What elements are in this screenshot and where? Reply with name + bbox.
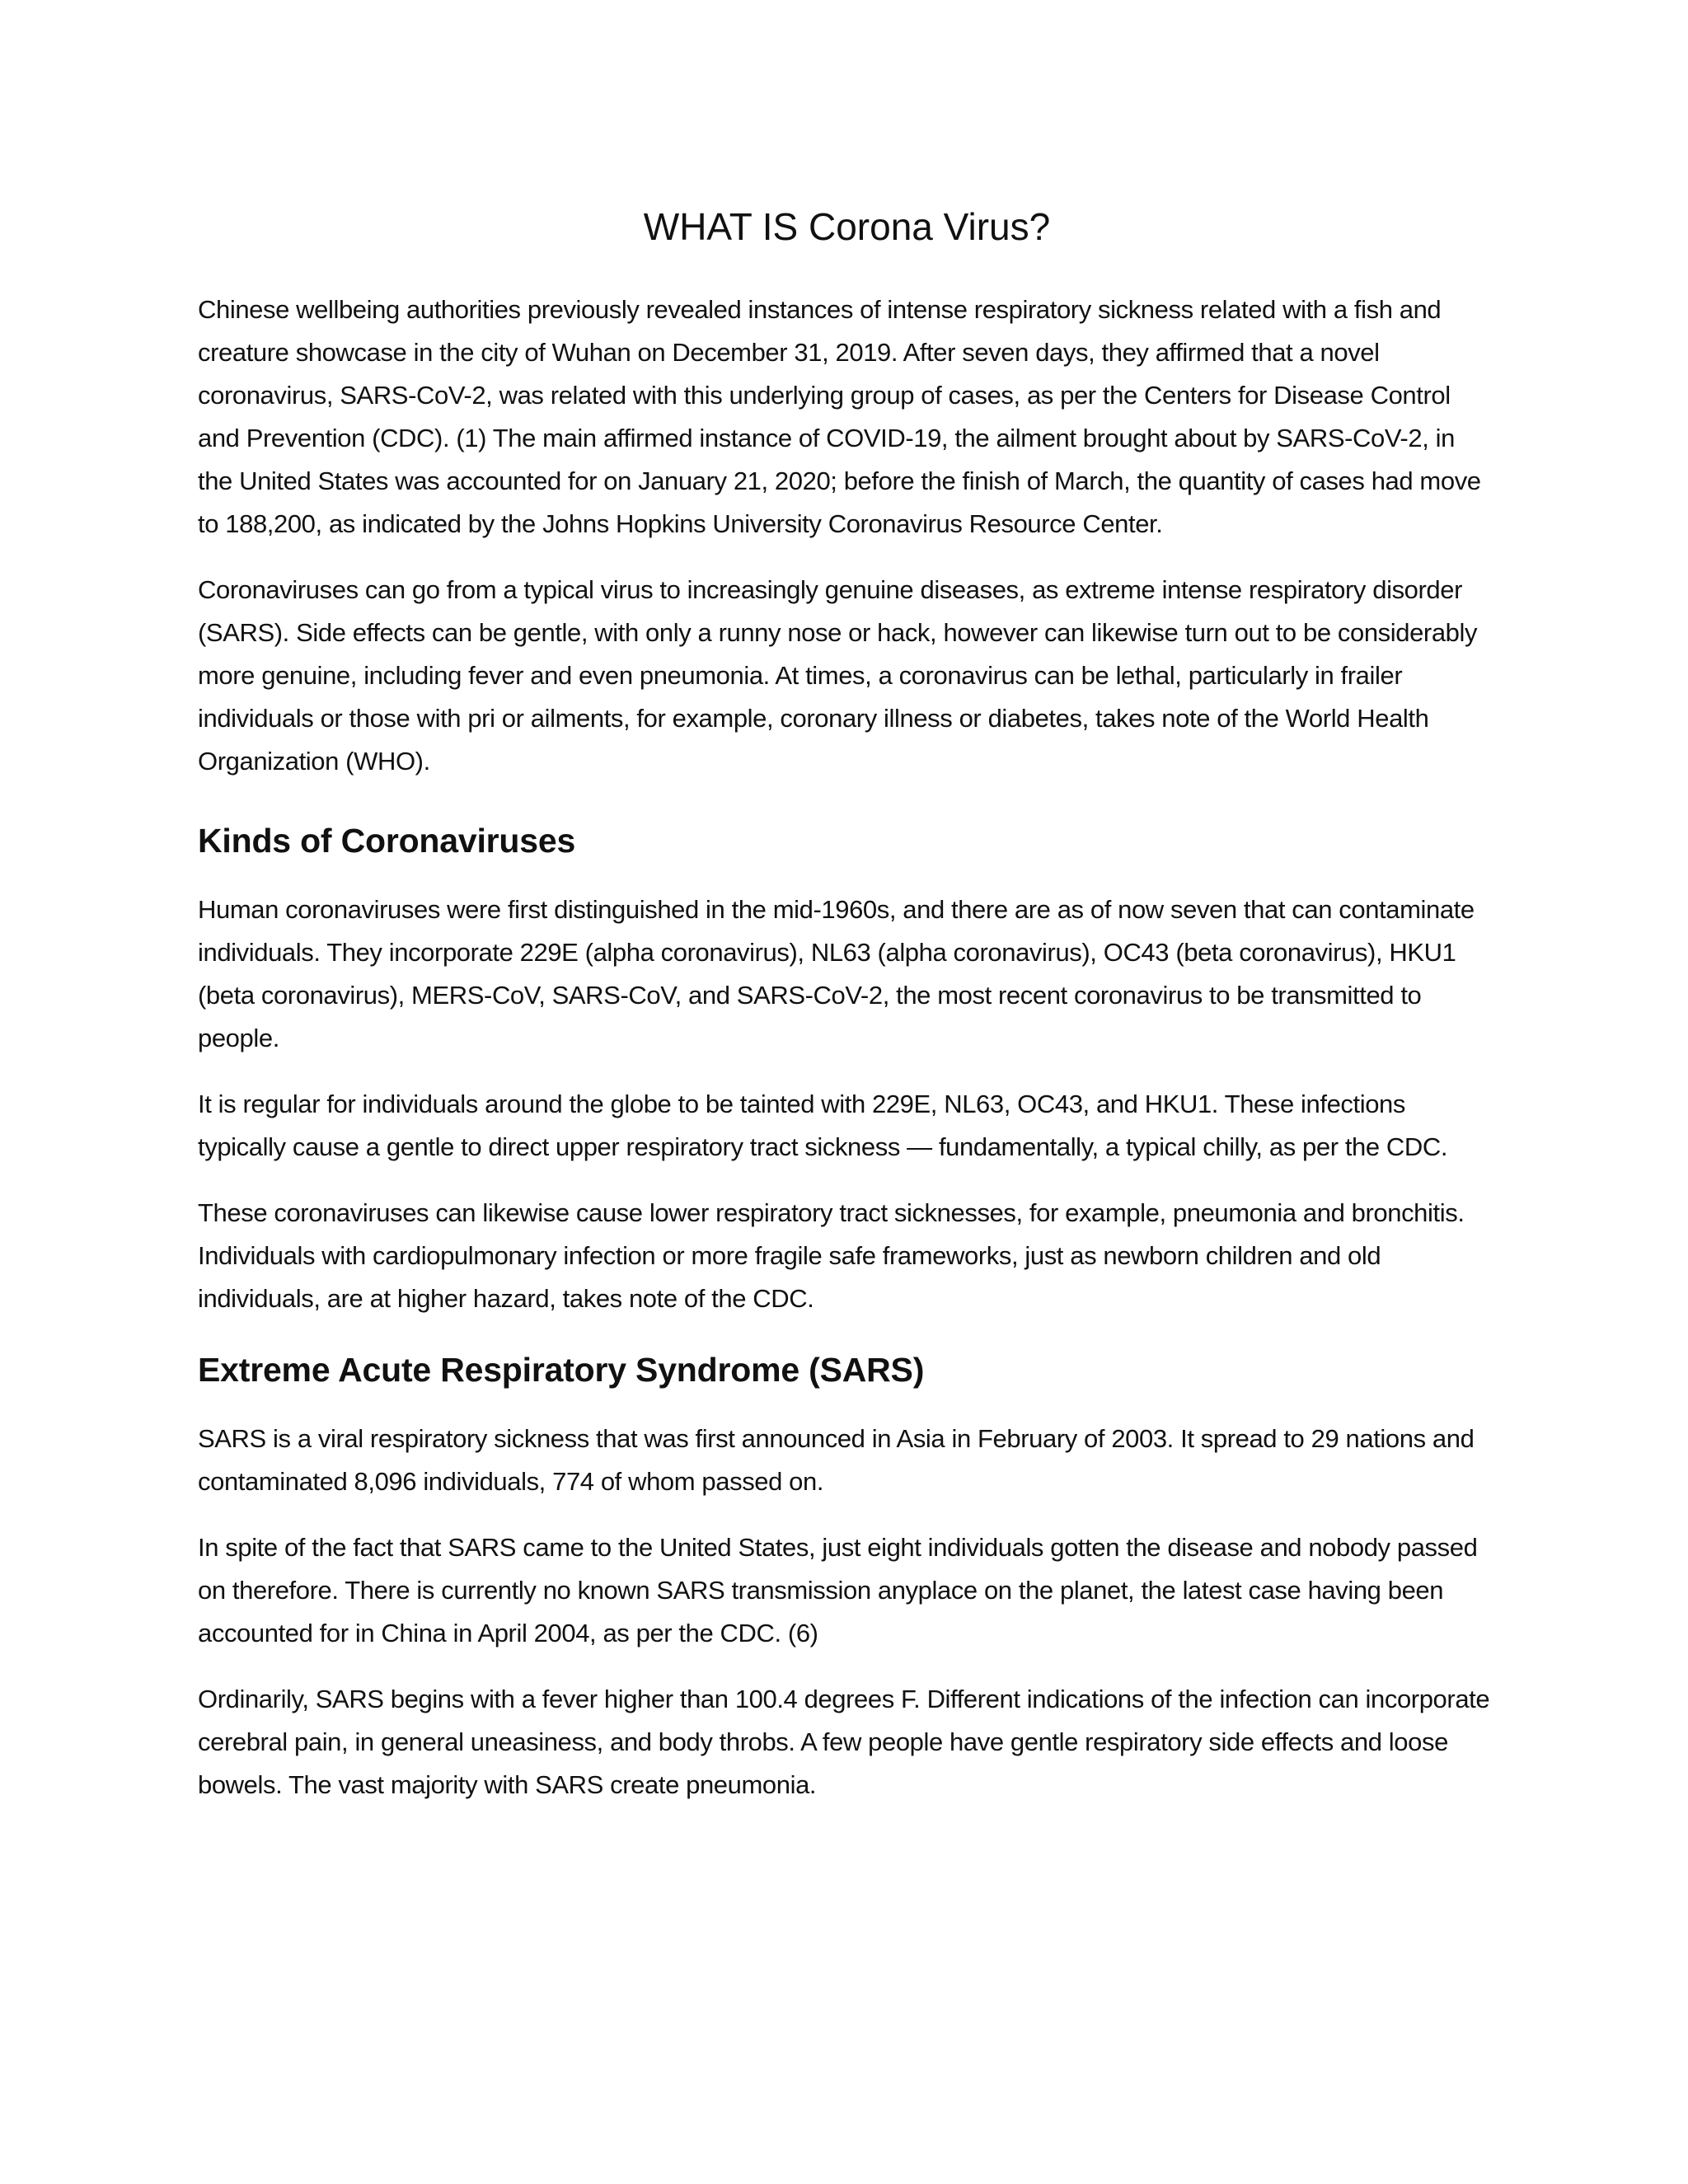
- kinds-paragraph-lower-respiratory: These coronaviruses can likewise cause lower respiratory tract sicknesses, for example, pneumonia and bronchitis. Individuals with cardiopulmonary infection or more fragile safe frameworks, just as newborn children and old individuals, are at higher hazard, takes note of the CDC.: [198, 1198, 1465, 1313]
- intro-paragraph-severity: Coronaviruses can go from a typical virus to increasingly genuine diseases, as extreme intense respiratory disorder (SARS). Side effects can be gentle, with only a runny nose or hack, however can likewise turn out to be considerably more genuine, including fever and even pneumonia. At times, a coronavirus can be lethal, particularly in frailer individuals or those with pri or ailments, for example, coronary illness or diabetes, takes note of the World Health Organization (WHO).: [198, 575, 1478, 776]
- sars-paragraph-origin: SARS is a viral respiratory sickness that was first announced in Asia in February of 2003. It spread to 29 nations and contaminated 8,096 individuals, 774 of whom passed on.: [198, 1424, 1475, 1496]
- kinds-of-coronaviruses-heading: Kinds of Coronaviruses: [198, 822, 576, 860]
- intro-paragraph-outbreak: Chinese wellbeing authorities previously revealed instances of intense respiratory sickness related with a fish and creature showcase in the city of Wuhan on December 31, 2019. After seven days, they affirmed that a novel coronavirus, SARS-CoV-2, was related with this underlying group of cases, as per the Centers for Disease Control and Prevention (CDC). (1) The main affirmed instance of COVID-19, the ailment brought about by SARS-CoV-2, in the United States was accounted for on January 21, 2020; before the finish of March, the quantity of cases had move to 188,200, as indicated by the Johns Hopkins University Coronavirus Resource Center.: [198, 295, 1481, 538]
- sars-paragraph-symptoms: Ordinarily, SARS begins with a fever higher than 100.4 degrees F. Different indications of the infection can incorporate cerebral pain, in general uneasiness, and body throbs. A few people have gentle respiratory side effects and loose bowels. The vast majority with SARS create pneumonia.: [198, 1685, 1490, 1799]
- document-body: [198, 198, 1496, 1830]
- sars-section-heading: Extreme Acute Respiratory Syndrome (SARS): [198, 1351, 925, 1389]
- kinds-paragraph-human-coronaviruses: Human coronaviruses were first distinguished in the mid-1960s, and there are as of now seven that can contaminate individuals. They incorporate 229E (alpha coronavirus), NL63 (alpha coronavirus), OC43 (beta coronavirus), HKU1 (beta coronavirus), MERS-CoV, SARS-CoV, and SARS-CoV-2, the most recent coronavirus to be transmitted to people.: [198, 895, 1475, 1052]
- kinds-paragraph-common-infections: It is regular for individuals around the globe to be tainted with 229E, NL63, OC43, and HKU1. These infections typically cause a gentle to direct upper respiratory tract sickness — fundamentally, a typical chilly, as per the CDC.: [198, 1090, 1448, 1161]
- document-title: WHAT IS Corona Virus?: [643, 205, 1051, 248]
- sars-paragraph-united-states: In spite of the fact that SARS came to the United States, just eight individuals gotten the disease and nobody passed on therefore. There is currently no known SARS transmission anyplace on the planet, the latest case having been accounted for in China in April 2004, as per the CDC. (6): [198, 1533, 1478, 1647]
